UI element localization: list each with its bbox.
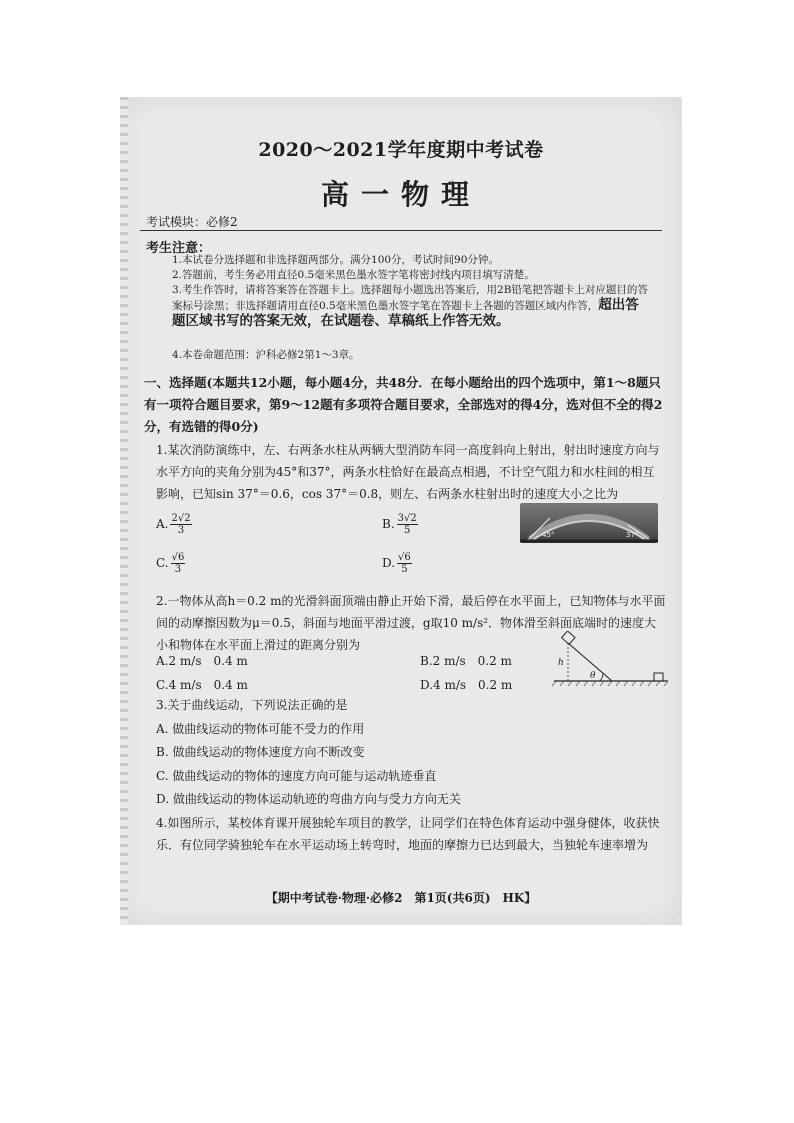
note-item: 4.本卷命题范围：沪科必修2第1～3章。 xyxy=(172,349,360,361)
question-3-stem: 3.关于曲线运动，下列说法正确的是 xyxy=(156,698,348,712)
binding-edge xyxy=(120,97,128,925)
question-2-stem: 2.一物体从高h＝0.2 m的光滑斜面顶端由静止开始下滑，最后停在水平面上，已知物体与水平面间的动摩擦因数为μ＝0.5，斜面与地面平滑过渡，g取10 m/s²．物体滑至斜面底端时的速度大小和物体在水平面上滑过的距离分别为 xyxy=(156,594,666,652)
q2-option-c: C.4 m/s 0.4 m xyxy=(156,678,248,692)
numerator: 2√2 xyxy=(171,513,191,524)
denominator: 5 xyxy=(404,525,411,536)
q3-option-a: A. 做曲线运动的物体可能不受力的作用 xyxy=(156,722,365,736)
q1-option-a xyxy=(156,513,192,536)
fraction xyxy=(397,513,418,536)
q1-option-c xyxy=(156,552,185,575)
exam-module: 考试模块：必修2 xyxy=(146,215,238,229)
q3-option-b: B. 做曲线运动的物体速度方向不断改变 xyxy=(156,745,365,759)
exam-paper xyxy=(120,97,682,925)
question-4-stem: 4.如图所示，某校体育课开展独轮车项目的教学，让同学们在特色体育运动中强身健体，收获快乐．有位同学骑独轮车在水平运动场上转弯时，地面的摩擦力已达到最大，当独轮车速率增为 xyxy=(156,816,660,852)
angle-label-right: 37° xyxy=(626,531,639,539)
q1-option-b xyxy=(382,513,418,536)
numerator: 3√2 xyxy=(397,513,417,524)
incline-diagram xyxy=(550,631,670,687)
q3-option-d: D. 做曲线运动的物体运动轨迹的弯曲方向与受力方向无关 xyxy=(156,792,461,806)
notes-title: 考生注意： xyxy=(146,241,212,256)
q1-option-d xyxy=(382,552,412,575)
option-label: C. xyxy=(156,556,169,570)
height-label: h xyxy=(558,658,564,668)
fire-hose-illustration xyxy=(520,503,658,543)
note-item xyxy=(172,283,652,330)
option-label: D. xyxy=(382,556,396,570)
fraction xyxy=(171,552,186,575)
angle-label-left: 45° xyxy=(542,531,555,539)
q3-option-c: C. 做曲线运动的物体的速度方向可能与运动轨迹垂直 xyxy=(156,769,437,783)
angle-label: θ xyxy=(590,671,596,681)
denominator: 3 xyxy=(177,525,185,536)
q2-option-d: D.4 m/s 0.2 m xyxy=(420,678,513,692)
option-label: A. xyxy=(156,517,169,531)
note-item-text: 3.考生作答时，请将答案答在答题卡上。选择题每小题选出答案后，用2B铅笔把答题卡上对应题目的答案标号涂黑；非选择题请用直径0.5毫米黑色墨水签字笔在答题卡上各题的答题区域内作答， xyxy=(172,284,648,312)
question-1-stem: 1.某次消防演练中，左、右两条水柱从两辆大型消防车同一高度斜向上射出，射出时速度方向与水平方向的夹角分别为45°和37°，两条水柱恰好在最高点相遇，不计空气阻力和水柱间的相互影响，已知sin 37°＝0.6，cos 37°＝0.8，则左、右两条水柱射出时的速度大小之比为 xyxy=(156,443,660,501)
note-item: 2.答题前，考生务必用直径0.5毫米黑色墨水签字笔将密封线内项目填写清楚。 xyxy=(172,269,535,281)
numerator: √6 xyxy=(171,552,185,563)
fraction xyxy=(397,552,412,575)
option-label: B. xyxy=(382,517,395,531)
header-divider xyxy=(140,230,662,231)
q2-option-a: A.2 m/s 0.4 m xyxy=(156,654,248,668)
section-header: 一、选择题(本题共12小题，每小题4分，共48分．在每小题给出的四个选项中，第1～8题只有一项符合题目要求，第9～12题有多项符合题目要求，全部选对的得4分，选对但不全的得2分，有选错的得0分) xyxy=(144,375,663,434)
q2-option-b: B.2 m/s 0.2 m xyxy=(420,654,512,668)
fraction xyxy=(170,513,191,536)
fire-hose-photo xyxy=(520,503,658,543)
denominator: 3 xyxy=(174,564,182,575)
subject-title: 高一物理 xyxy=(320,178,481,211)
note-emphasis: 超出答题区域书写的答案无效，在试题卷、草稿纸上作答无效。 xyxy=(172,297,639,329)
note-item: 1.本试卷分选择题和非选择题两部分。满分100分，考试时间90分钟。 xyxy=(172,254,499,266)
page-footer: 【期中考试卷·物理·必修2 第1页(共6页) HK】 xyxy=(265,891,537,905)
exam-title: 2020～2021学年度期中考试卷 xyxy=(258,139,544,161)
denominator: 5 xyxy=(401,564,408,575)
numerator: √6 xyxy=(398,552,411,563)
